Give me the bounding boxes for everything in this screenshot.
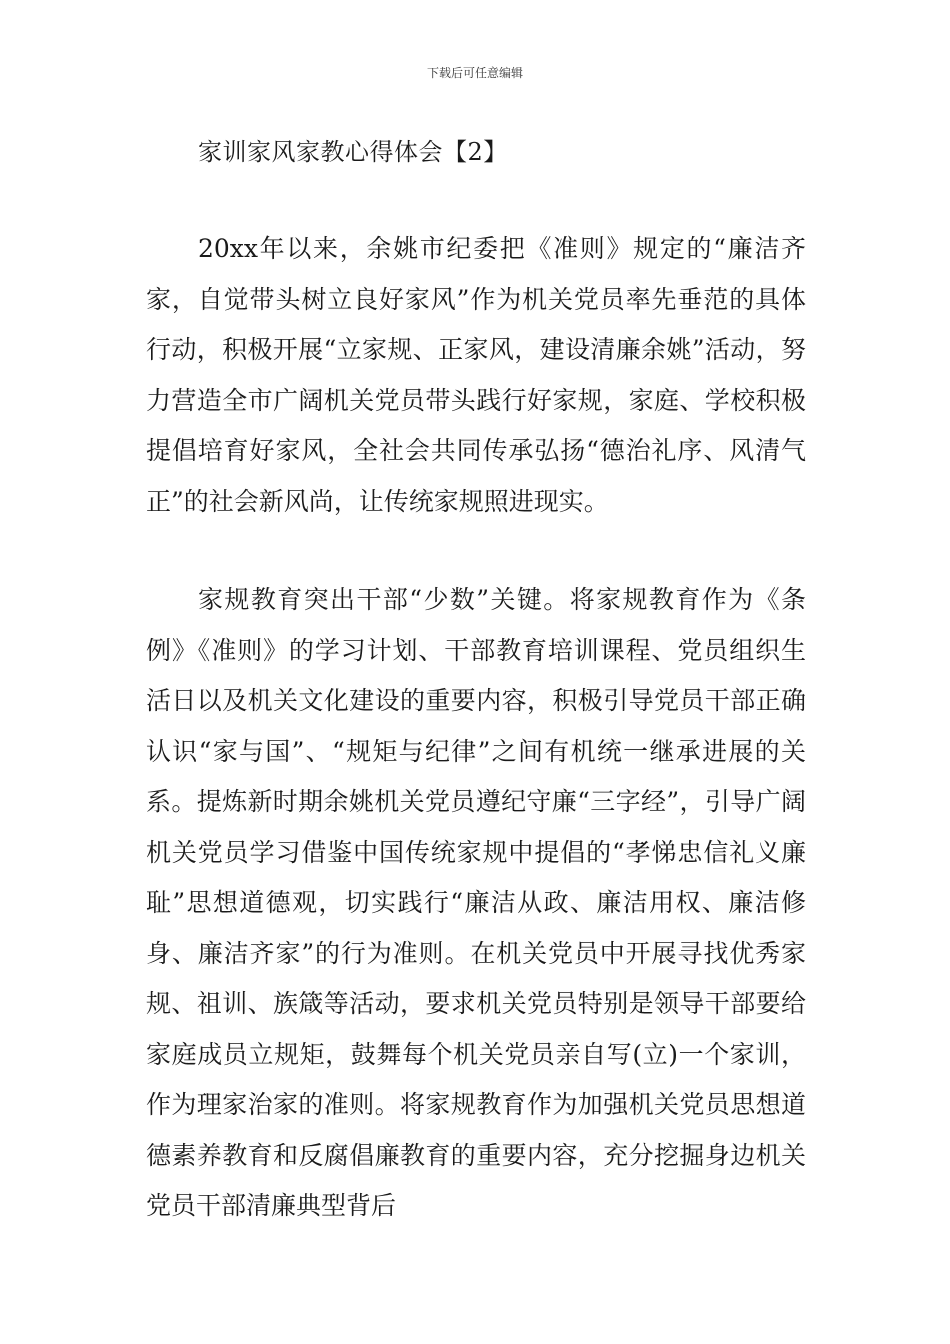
page-header: 下载后可任意编辑 bbox=[426, 66, 523, 80]
paragraph-1: 20xx年以来，余姚市纪委把《准则》规定的“廉洁齐家，自觉带头树立良好家风”作为机关党员率先垂范的具体行动，积极开展“立家规、正家风，建设清廉余姚”活动，努力营造全市广阔机关党员带头践行好家规，家庭、学校积极提倡培育好家风，全社会共同传承弘扬“德治礼序、风清气正”的社会新风尚，让传统家规照进现实。 bbox=[146, 234, 806, 516]
document-title: 家训家风家教心得体会【2】 bbox=[198, 138, 508, 166]
paragraph-2: 家规教育突出干部“少数”关键。将家规教育作为《条例》《准则》的学习计划、干部教育培训课程、党员组织生活日以及机关文化建设的重要内容，积极引导党员干部正确认识“家与国”、“规矩与纪律”之间有机统一继承进展的关系。提炼新时期余姚机关党员遵纪守廉“三字经”，引导广阔机关党员学习借鉴中国传统家规中提倡的“孝悌忠信礼义廉耻”思想道德观，切实践行“廉洁从政、廉洁用权、廉洁修身、廉洁齐家”的行为准则。在机关党员中开展寻找优秀家规、祖训、族箴等活动，要求机关党员特别是领导干部要给家庭成员立规矩，鼓舞每个机关党员亲自写(立)一个家训，作为理家治家的准则。将家规教育作为加强机关党员思想道德素养教育和反腐倡廉教育的重要内容，充分挖掘身边机关党员干部清廉典型背后 bbox=[146, 585, 806, 1220]
